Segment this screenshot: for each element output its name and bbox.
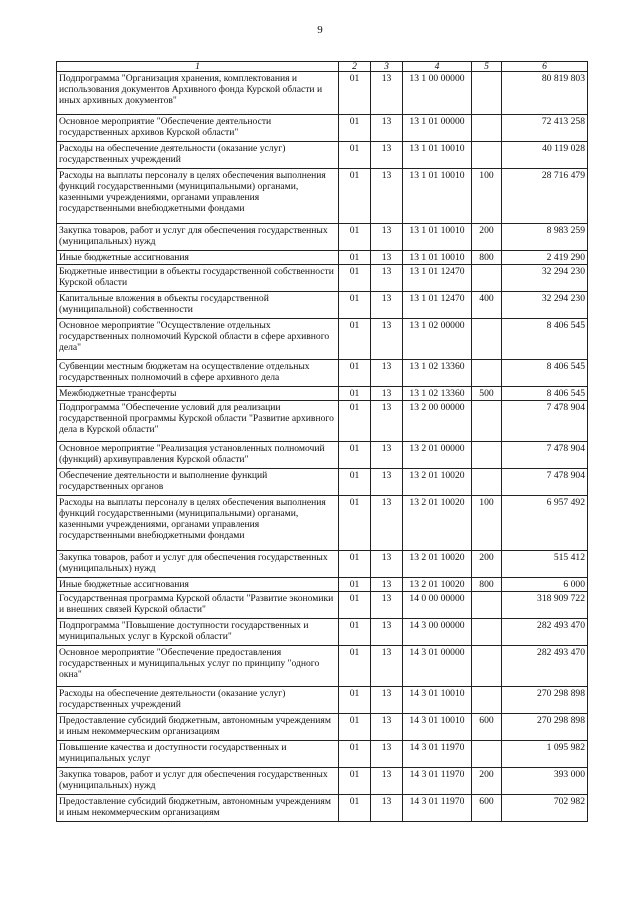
row-amount-cell: 1 095 982 [502,741,588,768]
table-row [57,265,588,292]
table-row [57,360,588,387]
table-row [57,469,588,496]
row-expense-type-cell: 600 [472,795,502,822]
row-target-article-cell: 13 1 01 12470 [403,292,472,319]
row-target-article-cell: 13 1 01 10010 [403,251,472,265]
row-amount-cell: 28 716 479 [502,169,588,224]
row-target-article-cell: 14 3 01 11970 [403,741,472,768]
row-amount-cell: 6 000 [502,578,588,592]
row-target-article-cell: 13 2 00 00000 [403,401,472,442]
row-name-cell: Иные бюджетные ассигнования [57,578,339,592]
header-row [57,62,588,72]
row-section-cell: 01 [339,646,371,687]
row-name-cell: Бюджетные инвестиции в объекты государственной собственности Курской области [57,265,339,292]
row-name-cell: Закупка товаров, работ и услуг для обеспечения государственных (муниципальных) нужд [57,224,339,251]
row-expense-type-cell [472,142,502,169]
row-expense-type-cell [472,469,502,496]
row-expense-type-cell: 800 [472,578,502,592]
row-target-article-cell: 13 1 01 12470 [403,265,472,292]
row-expense-type-cell [472,115,502,142]
row-amount-cell: 40 119 028 [502,142,588,169]
row-amount-cell: 515 412 [502,551,588,578]
row-subsection-cell: 13 [371,714,403,741]
row-amount-cell: 80 819 803 [502,72,588,115]
row-expense-type-cell [472,360,502,387]
row-target-article-cell: 13 2 01 10020 [403,496,472,551]
row-section-cell: 01 [339,360,371,387]
row-section-cell: 01 [339,319,371,360]
row-section-cell: 01 [339,687,371,714]
row-subsection-cell: 13 [371,224,403,251]
row-target-article-cell: 13 2 01 00000 [403,442,472,469]
row-subsection-cell: 13 [371,251,403,265]
row-expense-type-cell: 600 [472,714,502,741]
table-row [57,741,588,768]
row-amount-cell: 8 406 545 [502,360,588,387]
row-expense-type-cell [472,401,502,442]
table-body [57,72,588,822]
row-amount-cell: 270 298 898 [502,687,588,714]
row-name-cell: Подпрограмма "Повышение доступности государственных и муниципальных услуг в Курской области" [57,619,339,646]
row-name-cell: Повышение качества и доступности государственных и муниципальных услуг [57,741,339,768]
row-subsection-cell: 13 [371,619,403,646]
row-amount-cell: 32 294 230 [502,292,588,319]
row-section-cell: 01 [339,578,371,592]
row-subsection-cell: 13 [371,578,403,592]
row-amount-cell: 282 493 470 [502,646,588,687]
row-name-cell: Субвенции местным бюджетам на осуществление отдельных государственных полномочий в сфере архивного дела [57,360,339,387]
row-expense-type-cell [472,619,502,646]
row-subsection-cell: 13 [371,646,403,687]
row-name-cell: Капитальные вложения в объекты государственной (муниципальной) собственности [57,292,339,319]
header-col-subsection: 3 [371,62,403,72]
row-expense-type-cell [472,741,502,768]
table-row [57,795,588,822]
table-row [57,687,588,714]
row-amount-cell: 7 478 904 [502,442,588,469]
row-section-cell: 01 [339,714,371,741]
row-name-cell: Расходы на выплаты персоналу в целях обеспечения выполнения функций государственными (муниципальными) органами, казенными учреждениями, органами управления государственными внебюджетными фондами [57,169,339,224]
row-amount-cell: 6 957 492 [502,496,588,551]
header-col-target-article: 4 [403,62,472,72]
row-section-cell: 01 [339,169,371,224]
row-section-cell: 01 [339,795,371,822]
row-amount-cell: 702 982 [502,795,588,822]
row-subsection-cell: 13 [371,496,403,551]
row-target-article-cell: 13 1 02 13360 [403,360,472,387]
row-section-cell: 01 [339,115,371,142]
row-name-cell: Закупка товаров, работ и услуг для обеспечения государственных (муниципальных) нужд [57,768,339,795]
table-row [57,551,588,578]
header-col-expense-type: 5 [472,62,502,72]
row-expense-type-cell: 200 [472,224,502,251]
row-expense-type-cell: 400 [472,292,502,319]
row-expense-type-cell [472,319,502,360]
row-name-cell: Закупка товаров, работ и услуг для обеспечения государственных (муниципальных) нужд [57,551,339,578]
row-subsection-cell: 13 [371,169,403,224]
row-target-article-cell: 13 1 01 10010 [403,142,472,169]
row-section-cell: 01 [339,387,371,401]
row-section-cell: 01 [339,401,371,442]
row-section-cell: 01 [339,251,371,265]
row-expense-type-cell: 100 [472,496,502,551]
row-subsection-cell: 13 [371,115,403,142]
row-name-cell: Расходы на обеспечение деятельности (оказание услуг) государственных учреждений [57,142,339,169]
row-name-cell: Расходы на выплаты персоналу в целях обеспечения выполнения функций государственными (муниципальными) органами, казенными учреждениями, органами управления государственными внебюджетными фондами [57,496,339,551]
row-name-cell: Обеспечение деятельности и выполнение функций государственных органов [57,469,339,496]
row-amount-cell: 72 413 258 [502,115,588,142]
table-row [57,251,588,265]
table-row [57,714,588,741]
row-subsection-cell: 13 [371,469,403,496]
row-target-article-cell: 13 1 00 00000 [403,72,472,115]
row-name-cell: Расходы на обеспечение деятельности (оказание услуг) государственных учреждений [57,687,339,714]
row-section-cell: 01 [339,469,371,496]
header-col-name: 1 [57,62,339,72]
table-row [57,401,588,442]
row-section-cell: 01 [339,741,371,768]
row-subsection-cell: 13 [371,551,403,578]
row-name-cell: Предоставление субсидий бюджетным, автономным учреждениям и иным некоммерческим организациям [57,714,339,741]
row-amount-cell: 7 478 904 [502,469,588,496]
row-target-article-cell: 14 3 01 00000 [403,646,472,687]
table-row [57,387,588,401]
row-name-cell: Государственная программа Курской области "Развитие экономики и внешних связей Курской области" [57,592,339,619]
row-subsection-cell: 13 [371,387,403,401]
row-target-article-cell: 13 1 01 10010 [403,224,472,251]
header-col-amount: 6 [502,62,588,72]
row-target-article-cell: 13 2 01 10020 [403,469,472,496]
table-row [57,646,588,687]
row-section-cell: 01 [339,592,371,619]
row-amount-cell: 8 406 545 [502,319,588,360]
row-expense-type-cell [472,265,502,292]
row-subsection-cell: 13 [371,360,403,387]
row-amount-cell: 7 478 904 [502,401,588,442]
row-section-cell: 01 [339,292,371,319]
row-subsection-cell: 13 [371,795,403,822]
row-subsection-cell: 13 [371,592,403,619]
row-subsection-cell: 13 [371,292,403,319]
row-section-cell: 01 [339,619,371,646]
row-amount-cell: 32 294 230 [502,265,588,292]
row-expense-type-cell [472,442,502,469]
table-row [57,578,588,592]
row-subsection-cell: 13 [371,319,403,360]
row-subsection-cell: 13 [371,741,403,768]
row-target-article-cell: 14 3 01 11970 [403,795,472,822]
table-row [57,72,588,115]
row-amount-cell: 2 419 290 [502,251,588,265]
row-expense-type-cell: 800 [472,251,502,265]
table-row [57,169,588,224]
row-expense-type-cell: 200 [472,768,502,795]
row-section-cell: 01 [339,224,371,251]
row-section-cell: 01 [339,72,371,115]
table-row [57,496,588,551]
row-amount-cell: 393 000 [502,768,588,795]
row-section-cell: 01 [339,551,371,578]
row-expense-type-cell: 100 [472,169,502,224]
table-row [57,142,588,169]
row-name-cell: Основное мероприятие "Обеспечение предоставления государственных и муниципальных услуг по принципу "одного окна" [57,646,339,687]
row-subsection-cell: 13 [371,687,403,714]
row-expense-type-cell [472,646,502,687]
row-subsection-cell: 13 [371,142,403,169]
row-expense-type-cell [472,592,502,619]
table-row [57,115,588,142]
row-expense-type-cell: 500 [472,387,502,401]
row-name-cell: Основное мероприятие "Реализация установленных полномочий (функций) архивуправления Курской области" [57,442,339,469]
page-number: 9 [317,24,323,36]
row-subsection-cell: 13 [371,265,403,292]
row-section-cell: 01 [339,142,371,169]
row-name-cell: Подпрограмма "Организация хранения, комплектования и использования документов Архивного фонда Курской области и иных архивных документов" [57,72,339,115]
row-target-article-cell: 13 2 01 10020 [403,551,472,578]
row-amount-cell: 282 493 470 [502,619,588,646]
row-expense-type-cell [472,687,502,714]
row-expense-type-cell [472,72,502,115]
row-subsection-cell: 13 [371,72,403,115]
row-section-cell: 01 [339,496,371,551]
row-section-cell: 01 [339,442,371,469]
table-row [57,224,588,251]
row-name-cell: Основное мероприятие "Осуществление отдельных государственных полномочий Курской области в сфере архивного дела" [57,319,339,360]
row-target-article-cell: 13 1 01 00000 [403,115,472,142]
row-amount-cell: 270 298 898 [502,714,588,741]
row-name-cell: Межбюджетные трансферты [57,387,339,401]
table-row [57,768,588,795]
row-name-cell: Предоставление субсидий бюджетным, автономным учреждениям и иным некоммерческим организациям [57,795,339,822]
row-target-article-cell: 14 3 00 00000 [403,619,472,646]
row-name-cell: Подпрограмма "Обеспечение условий для реализации государственной программы Курской области "Развитие архивного дела в Курской области" [57,401,339,442]
row-target-article-cell: 13 1 02 00000 [403,319,472,360]
row-target-article-cell: 14 3 01 10010 [403,687,472,714]
table-row [57,442,588,469]
row-amount-cell: 8 983 259 [502,224,588,251]
row-target-article-cell: 14 0 00 00000 [403,592,472,619]
row-section-cell: 01 [339,265,371,292]
row-name-cell: Иные бюджетные ассигнования [57,251,339,265]
row-subsection-cell: 13 [371,442,403,469]
table-row [57,292,588,319]
row-name-cell: Основное мероприятие "Обеспечение деятельности государственных архивов Курской области" [57,115,339,142]
row-target-article-cell: 13 2 01 10020 [403,578,472,592]
row-section-cell: 01 [339,768,371,795]
header-col-section: 2 [339,62,371,72]
budget-table [56,61,588,822]
row-target-article-cell: 13 1 02 13360 [403,387,472,401]
row-expense-type-cell: 200 [472,551,502,578]
table-row [57,619,588,646]
table-row [57,319,588,360]
row-target-article-cell: 14 3 01 10010 [403,714,472,741]
row-target-article-cell: 13 1 01 10010 [403,169,472,224]
table-row [57,592,588,619]
row-subsection-cell: 13 [371,401,403,442]
row-amount-cell: 8 406 545 [502,387,588,401]
row-subsection-cell: 13 [371,768,403,795]
row-target-article-cell: 14 3 01 11970 [403,768,472,795]
row-amount-cell: 318 909 722 [502,592,588,619]
